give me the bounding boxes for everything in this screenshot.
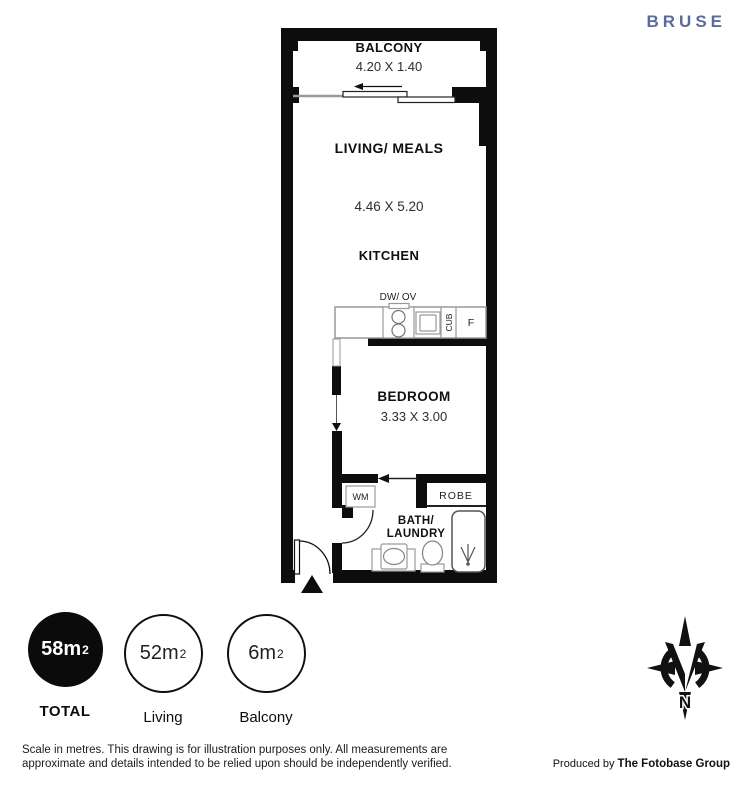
bedroom-label: BEDROOM xyxy=(377,389,451,404)
wall-hall-bath xyxy=(332,543,342,573)
balcony-dims: 4.20 X 1.40 xyxy=(355,59,423,74)
bedroom-slider-track xyxy=(333,339,340,366)
entry-arrow-icon xyxy=(301,575,323,593)
bath-label-line2: LAUNDRY xyxy=(386,528,446,540)
total-area-value: 58m xyxy=(41,638,82,660)
oven-control-tab xyxy=(389,304,409,309)
fridge-label: F xyxy=(467,317,475,329)
total-area-badge: 58m 2 xyxy=(28,612,103,687)
toilet-bowl xyxy=(423,541,443,565)
living-label: LIVING/ MEALS xyxy=(334,140,444,156)
slider-panel-2 xyxy=(398,97,455,103)
bedroom-slider-panel xyxy=(332,366,341,395)
bedroom-door-arrow-icon xyxy=(378,474,389,483)
producer-credit xyxy=(553,758,730,770)
producer-company: The Fotobase Group xyxy=(617,758,730,770)
disclaimer-line1: Scale in metres. This drawing is for illustration purposes only. All measurements are xyxy=(22,744,448,756)
drain-icon xyxy=(466,562,470,566)
compass-north-icon xyxy=(647,616,723,720)
disclaimer xyxy=(22,744,452,771)
wall-right-notch xyxy=(479,95,497,146)
living-dims: 4.46 X 5.20 xyxy=(354,199,424,214)
area-total xyxy=(13,612,117,720)
total-area-label: TOTAL xyxy=(39,703,91,720)
producer-prefix: Produced by xyxy=(552,758,618,770)
living-area-value: 52m xyxy=(139,642,179,664)
wall-bottom-left-stub xyxy=(281,570,295,583)
bath-label-line1: BATH/ xyxy=(397,515,435,527)
compass-spike-up xyxy=(679,616,691,646)
area-living xyxy=(111,614,215,726)
slider-panel-1 xyxy=(343,92,407,98)
cupboard-label: CUB xyxy=(444,313,454,332)
wall-left xyxy=(281,28,293,583)
robe-label: ROBE xyxy=(439,490,473,502)
living-area-badge: 52m 2 xyxy=(124,614,203,693)
room-labels xyxy=(335,40,473,540)
compass-north-label: N xyxy=(678,693,692,712)
vanity-basin xyxy=(384,549,405,565)
entry-door-leaf xyxy=(295,540,300,574)
wall-bedroom-bottom-left xyxy=(332,474,378,483)
dishwasher-oven-unit xyxy=(383,307,414,338)
brand-logo: BRUSE xyxy=(646,12,726,31)
wall-hall-bedroom xyxy=(332,431,342,508)
disclaimer-line2: approximate and details intended to be relied upon should be independently verified. xyxy=(22,757,452,770)
balcony-area-badge: 6m 2 xyxy=(227,614,306,693)
entry-door-swing-arc xyxy=(299,541,330,574)
dishwasher-oven-label: DW/ OV xyxy=(379,292,417,303)
kitchen-counter xyxy=(335,292,486,338)
living-area-label: Living xyxy=(143,709,183,726)
balcony-label: BALCONY xyxy=(355,40,423,55)
slider-arrow-icon xyxy=(354,83,363,90)
balcony-area-label: Balcony xyxy=(239,709,293,726)
area-balcony xyxy=(214,614,318,726)
bedroom-slider-arrow-icon xyxy=(332,423,341,431)
balcony-slider xyxy=(293,83,455,103)
wall-robe-pier xyxy=(416,474,427,508)
bedroom-dims: 3.33 X 3.00 xyxy=(380,409,448,424)
kitchen-label: KITCHEN xyxy=(358,248,420,263)
balcony-area-value: 6m xyxy=(248,642,277,664)
washing-machine-label: WM xyxy=(352,492,369,502)
